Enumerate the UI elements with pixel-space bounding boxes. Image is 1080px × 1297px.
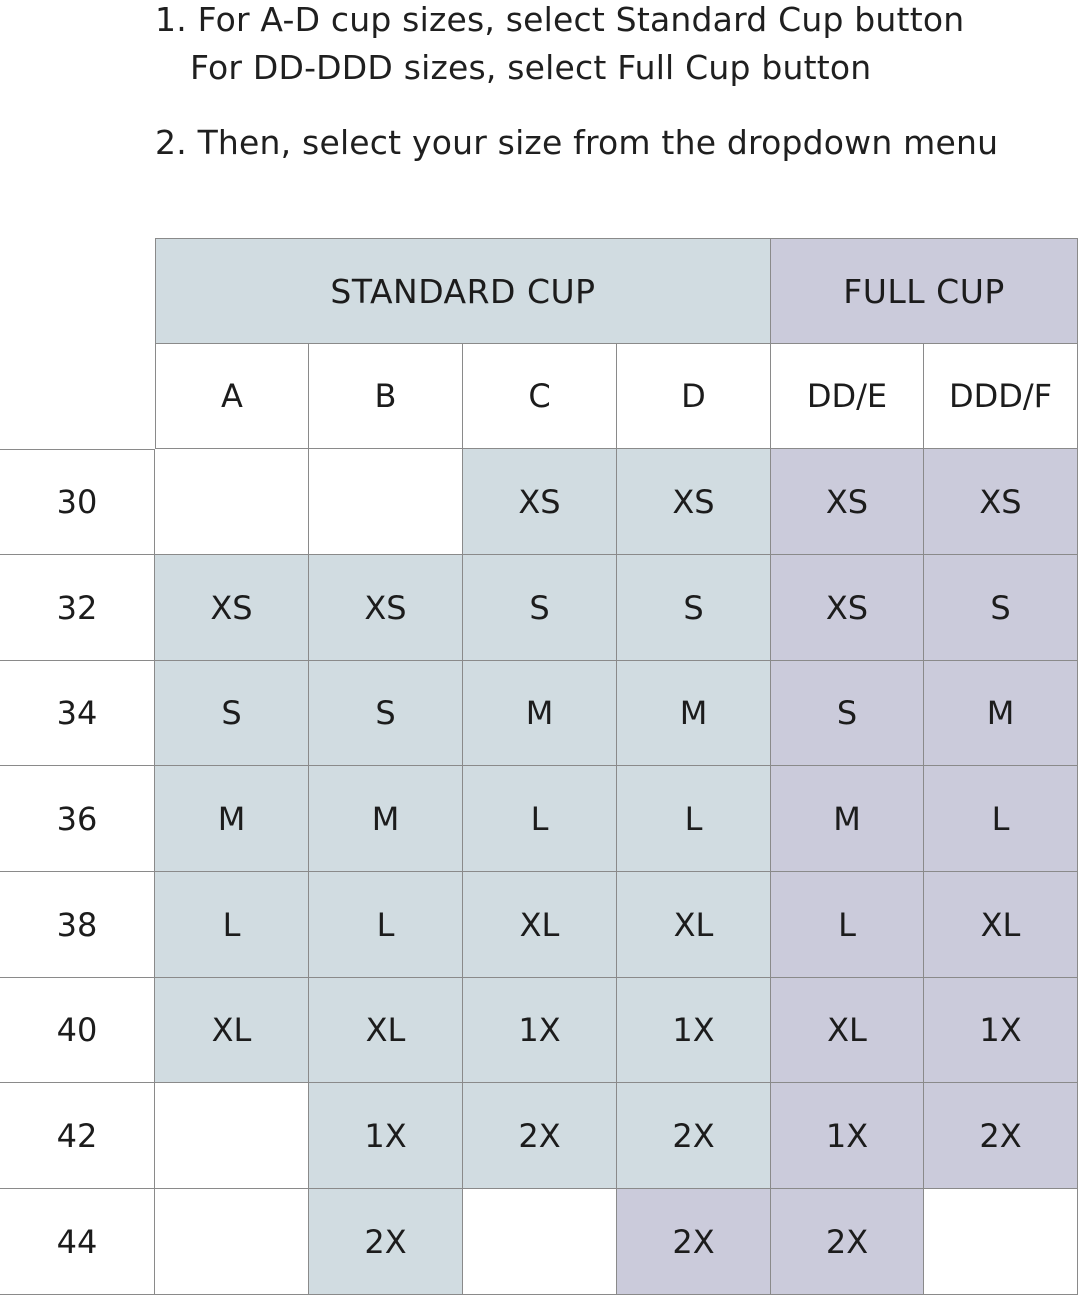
instructions [0,0,1080,200]
size-cell: S [924,555,1078,661]
size-cell: 2X [463,1083,617,1189]
size-cell: M [924,661,1078,766]
band-size-38: 38 [0,872,155,978]
band-size-30: 30 [0,449,155,555]
cup-header-c: C [463,344,617,449]
size-cell: M [463,661,617,766]
size-cell: 2X [924,1083,1078,1189]
size-cell: XS [309,555,463,661]
size-cell: M [617,661,771,766]
band-size-42: 42 [0,1083,155,1189]
size-cell: 2X [309,1189,463,1295]
size-cell [309,449,463,555]
size-cell: M [771,766,924,872]
size-cell: 1X [309,1083,463,1189]
band-size-36: 36 [0,766,155,872]
size-cell: 2X [617,1083,771,1189]
size-cell: 1X [463,978,617,1083]
size-cell: M [309,766,463,872]
size-cell: XL [309,978,463,1083]
group-header-standard: STANDARD CUP [155,238,771,344]
size-cell: S [617,555,771,661]
size-cell: S [463,555,617,661]
size-cell: XL [924,872,1078,978]
size-cell: XL [617,872,771,978]
size-cell: S [771,661,924,766]
instruction-step-2: 2. Then, select your size from the dropdown menu [155,123,999,162]
size-cell: XS [771,555,924,661]
size-cell: 1X [924,978,1078,1083]
size-cell [155,1083,309,1189]
size-cell: 1X [771,1083,924,1189]
size-cell: 2X [617,1189,771,1295]
size-cell: XL [463,872,617,978]
size-chart-table [0,238,1080,1297]
size-cell [463,1189,617,1295]
cup-header-dddf: DDD/F [924,344,1078,449]
size-cell: XS [924,449,1078,555]
size-cell: XS [463,449,617,555]
instruction-step-1: 1. For A-D cup sizes, select Standard Cup button [155,0,965,39]
instruction-step-1-continued: For DD-DDD sizes, select Full Cup button [190,48,872,87]
group-header-full: FULL CUP [771,238,1078,344]
band-size-32: 32 [0,555,155,661]
size-cell: L [617,766,771,872]
size-cell: L [309,872,463,978]
size-cell: L [771,872,924,978]
cup-header-a: A [155,344,309,449]
size-cell [155,449,309,555]
band-size-40: 40 [0,978,155,1083]
size-cell: M [155,766,309,872]
size-cell [924,1189,1078,1295]
size-cell: XL [771,978,924,1083]
band-size-44: 44 [0,1189,155,1295]
size-cell: XL [155,978,309,1083]
band-size-34: 34 [0,661,155,766]
size-cell: XS [155,555,309,661]
size-cell: 1X [617,978,771,1083]
size-cell: XS [617,449,771,555]
size-cell: L [155,872,309,978]
size-cell: S [309,661,463,766]
size-cell: S [155,661,309,766]
cup-header-d: D [617,344,771,449]
size-cell: L [463,766,617,872]
cup-header-dde: DD/E [771,344,924,449]
cup-header-b: B [309,344,463,449]
size-cell: XS [771,449,924,555]
size-cell [155,1189,309,1295]
size-cell: 2X [771,1189,924,1295]
size-cell: L [924,766,1078,872]
